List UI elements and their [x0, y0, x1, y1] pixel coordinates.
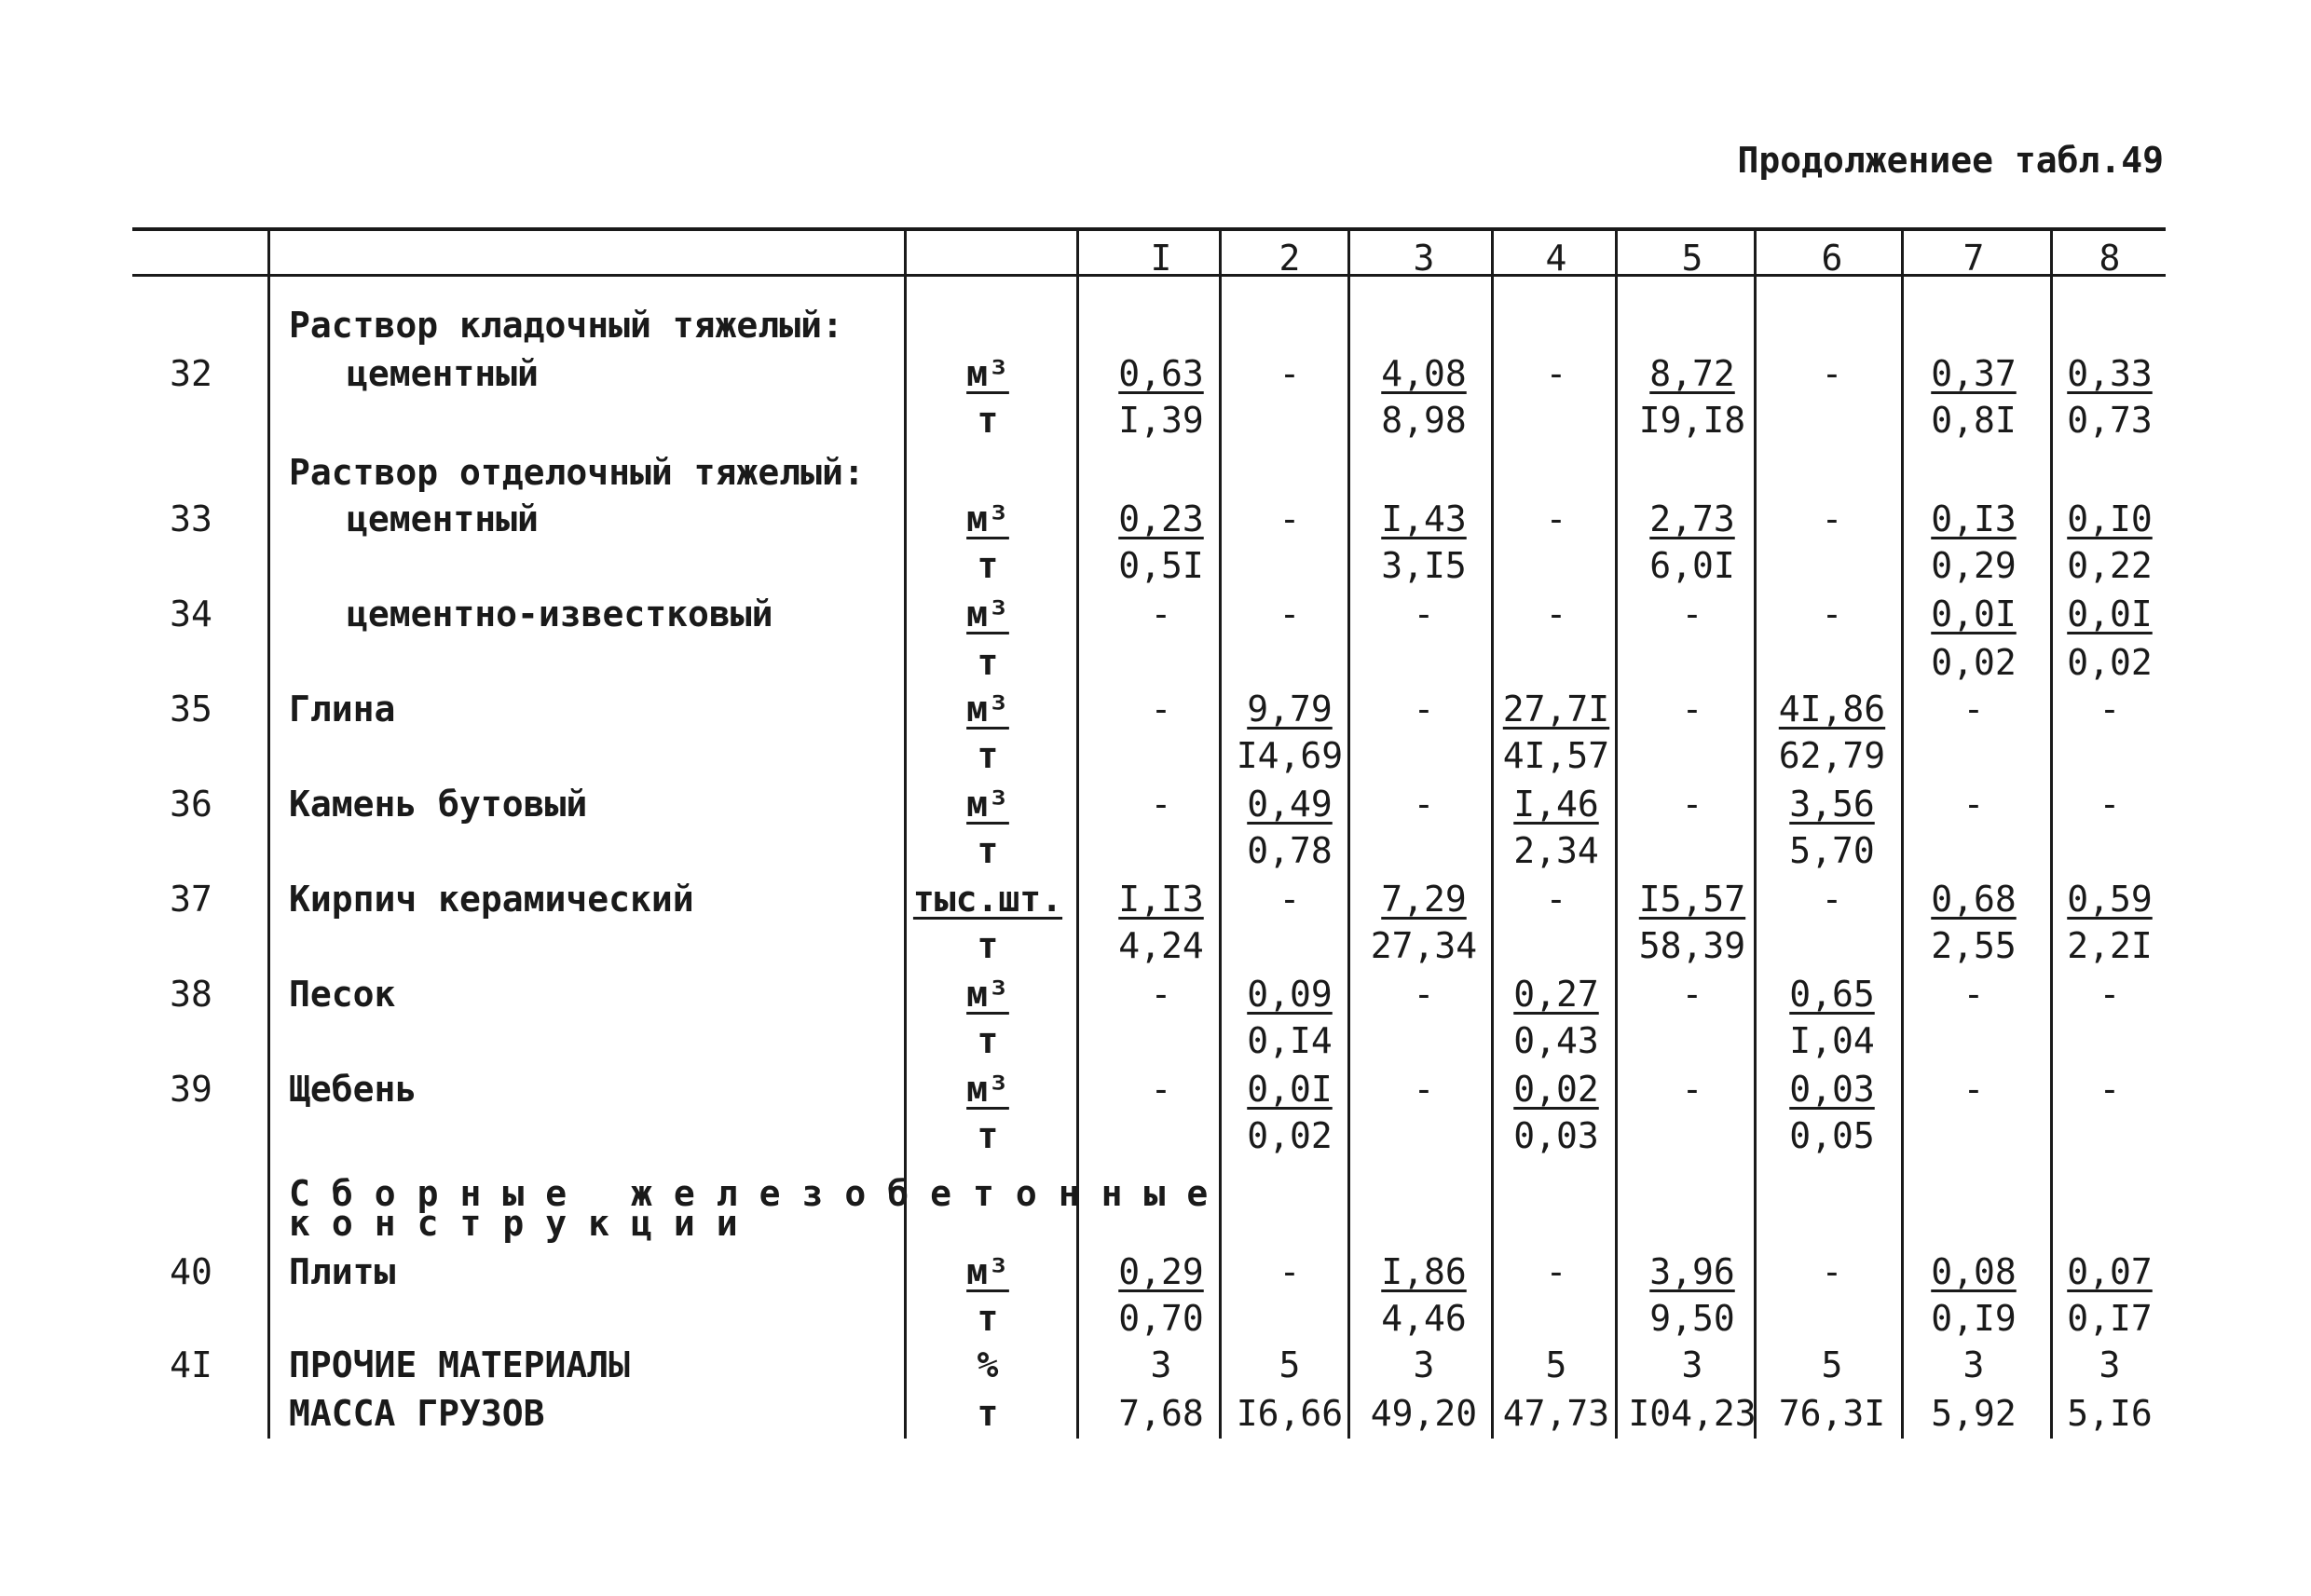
value-cell: 0,08 — [1931, 1251, 2017, 1292]
value-cell: 3,56 — [1789, 784, 1875, 825]
row-number: 36 — [170, 784, 212, 825]
value-cell: - — [1681, 689, 1703, 730]
value-cell: I,04 — [1789, 1020, 1875, 1061]
unit-label: т — [977, 1298, 999, 1339]
value-cell: 0,29 — [1118, 1251, 1204, 1292]
value-cell: - — [1150, 1069, 1172, 1110]
material-name: ПРОЧИЕ МАТЕРИАЛЫ — [289, 1344, 631, 1385]
value-cell: 3,96 — [1649, 1251, 1735, 1292]
value-cell: - — [1150, 974, 1172, 1015]
value-cell: 0,49 — [1247, 784, 1333, 825]
value-cell: 3 — [1962, 1344, 1985, 1385]
value-cell: 47,73 — [1502, 1393, 1610, 1434]
value-cell: - — [1821, 353, 1843, 394]
value-cell: 0,I3 — [1931, 498, 2017, 539]
value-cell: 58,39 — [1638, 925, 1746, 966]
value-cell: I,39 — [1118, 400, 1204, 441]
value-cell: 0,02 — [1247, 1115, 1333, 1156]
value-cell: - — [1413, 593, 1435, 634]
value-cell: 4I,86 — [1778, 689, 1886, 730]
value-cell: 0,43 — [1513, 1020, 1599, 1061]
value-cell: 5,I6 — [2067, 1393, 2153, 1434]
value-cell: 4,46 — [1381, 1298, 1467, 1339]
column-header: 7 — [1962, 238, 1985, 279]
value-cell: 3 — [1150, 1344, 1172, 1385]
value-cell: 9,50 — [1649, 1298, 1735, 1339]
value-cell: 5 — [1545, 1344, 1567, 1385]
value-cell: 2,55 — [1931, 925, 2017, 966]
value-cell: 4,24 — [1118, 925, 1204, 966]
value-cell: 3 — [1413, 1344, 1435, 1385]
value-cell: - — [1545, 1251, 1567, 1292]
material-name: МАССА ГРУЗОВ — [289, 1393, 545, 1434]
row-number: 40 — [170, 1251, 212, 1292]
value-cell: 0,23 — [1118, 498, 1204, 539]
value-cell: 8,98 — [1381, 400, 1467, 441]
column-rule — [1076, 229, 1079, 1439]
value-cell: - — [1279, 879, 1301, 920]
value-cell: 0,07 — [2067, 1251, 2153, 1292]
row-number: 4I — [170, 1344, 212, 1385]
table-top-rule — [132, 227, 2166, 231]
column-header: I — [1150, 238, 1172, 279]
value-cell: - — [1279, 1251, 1301, 1292]
material-name: Раствор кладочный тяжелый: — [289, 305, 843, 346]
unit-label: м³ — [966, 1069, 1009, 1110]
value-cell: - — [2099, 974, 2121, 1015]
column-header: 6 — [1821, 238, 1843, 279]
value-cell: - — [1962, 974, 1985, 1015]
value-cell: 7,68 — [1118, 1393, 1204, 1434]
value-cell: - — [1681, 974, 1703, 1015]
unit-label: т — [977, 642, 999, 683]
material-name: Камень бутовый — [289, 784, 588, 825]
value-cell: 5 — [1279, 1344, 1301, 1385]
unit-label: т — [977, 1115, 999, 1156]
value-cell: 0,37 — [1931, 353, 2017, 394]
value-cell: 9,79 — [1247, 689, 1333, 730]
value-cell: - — [1821, 593, 1843, 634]
row-number: 37 — [170, 879, 212, 920]
value-cell: 76,3I — [1778, 1393, 1886, 1434]
value-cell: 0,I7 — [2067, 1298, 2153, 1339]
value-cell: 0,0I — [2067, 593, 2153, 634]
value-cell: I,43 — [1381, 498, 1467, 539]
value-cell: 49,20 — [1370, 1393, 1478, 1434]
value-cell: 27,34 — [1370, 925, 1478, 966]
value-cell: - — [1413, 689, 1435, 730]
value-cell: 0,09 — [1247, 974, 1333, 1015]
value-cell: - — [1962, 784, 1985, 825]
column-header: 8 — [2099, 238, 2121, 279]
value-cell: 0,68 — [1931, 879, 2017, 920]
row-number: 35 — [170, 689, 212, 730]
value-cell: 0,65 — [1789, 974, 1875, 1015]
unit-label: м³ — [966, 689, 1009, 730]
value-cell: - — [1681, 1069, 1703, 1110]
material-name: Раствор отделочный тяжелый: — [289, 452, 865, 493]
value-cell: - — [1150, 593, 1172, 634]
value-cell: 0,63 — [1118, 353, 1204, 394]
value-cell: 0,33 — [2067, 353, 2153, 394]
unit-label: м³ — [966, 1251, 1009, 1292]
value-cell: 0,02 — [2067, 642, 2153, 683]
value-cell: 0,70 — [1118, 1298, 1204, 1339]
value-cell: 4I,57 — [1502, 735, 1610, 776]
value-cell: - — [1545, 498, 1567, 539]
unit-label: м³ — [966, 498, 1009, 539]
value-cell: I,46 — [1513, 784, 1599, 825]
unit-label: м³ — [966, 974, 1009, 1015]
value-cell: 4,08 — [1381, 353, 1467, 394]
material-name: цементно-известковый — [347, 593, 773, 634]
material-name: Глина — [289, 689, 396, 730]
value-cell: 2,2I — [2067, 925, 2153, 966]
value-cell: - — [1681, 784, 1703, 825]
value-cell: - — [2099, 784, 2121, 825]
value-cell: - — [1821, 879, 1843, 920]
unit-label: т — [977, 1020, 999, 1061]
unit-label: м³ — [966, 593, 1009, 634]
column-header: 5 — [1681, 238, 1703, 279]
value-cell: I4,69 — [1236, 735, 1344, 776]
row-number: 34 — [170, 593, 212, 634]
value-cell: I6,66 — [1236, 1393, 1344, 1434]
value-cell: I04,23 — [1628, 1393, 1757, 1434]
column-rule — [1901, 229, 1904, 1439]
value-cell: 3 — [2099, 1344, 2121, 1385]
value-cell: - — [1821, 1251, 1843, 1292]
unit-label: т — [977, 735, 999, 776]
value-cell: 0,22 — [2067, 545, 2153, 586]
value-cell: 0,0I — [1247, 1069, 1333, 1110]
value-cell: - — [1279, 593, 1301, 634]
material-name: цементный — [347, 353, 539, 394]
value-cell: 6,0I — [1649, 545, 1735, 586]
column-header: 4 — [1545, 238, 1567, 279]
value-cell: 0,73 — [2067, 400, 2153, 441]
value-cell: - — [1962, 1069, 1985, 1110]
value-cell: - — [1962, 689, 1985, 730]
value-cell: - — [2099, 689, 2121, 730]
value-cell: 2,73 — [1649, 498, 1735, 539]
value-cell: 0,05 — [1789, 1115, 1875, 1156]
value-cell: - — [1150, 689, 1172, 730]
value-cell: 0,03 — [1513, 1115, 1599, 1156]
material-name: Щебень — [289, 1069, 417, 1110]
row-number: 39 — [170, 1069, 212, 1110]
unit-label: т — [977, 1393, 999, 1434]
material-name: Песок — [289, 974, 396, 1015]
value-cell: 27,7I — [1502, 689, 1610, 730]
unit-label: т — [977, 830, 999, 871]
value-cell: 8,72 — [1649, 353, 1735, 394]
value-cell: 0,I9 — [1931, 1298, 2017, 1339]
unit-label: т — [977, 545, 999, 586]
unit-label: т — [977, 925, 999, 966]
value-cell: 0,02 — [1513, 1069, 1599, 1110]
value-cell: 0,03 — [1789, 1069, 1875, 1110]
value-cell: 0,I0 — [2067, 498, 2153, 539]
value-cell: I9,I8 — [1638, 400, 1746, 441]
value-cell: 0,59 — [2067, 879, 2153, 920]
section-heading-line1: Сборные железобетонные — [289, 1173, 1230, 1214]
value-cell: 62,79 — [1778, 735, 1886, 776]
value-cell: - — [1279, 498, 1301, 539]
unit-label: м³ — [966, 784, 1009, 825]
row-number: 33 — [170, 498, 212, 539]
value-cell: 3,I5 — [1381, 545, 1467, 586]
row-number: 32 — [170, 353, 212, 394]
value-cell: - — [1545, 879, 1567, 920]
value-cell: 3 — [1681, 1344, 1703, 1385]
column-rule — [267, 229, 270, 1439]
material-name: Кирпич керамический — [289, 879, 694, 920]
value-cell: - — [1545, 353, 1567, 394]
value-cell: 0,5I — [1118, 545, 1204, 586]
value-cell: 0,I4 — [1247, 1020, 1333, 1061]
value-cell: 0,27 — [1513, 974, 1599, 1015]
value-cell: I5,57 — [1638, 879, 1746, 920]
value-cell: - — [1413, 784, 1435, 825]
column-header: 3 — [1413, 238, 1435, 279]
value-cell: - — [1545, 593, 1567, 634]
value-cell: 5,92 — [1931, 1393, 2017, 1434]
value-cell: 5 — [1821, 1344, 1843, 1385]
value-cell: 7,29 — [1381, 879, 1467, 920]
material-name: Плиты — [289, 1251, 396, 1292]
value-cell: 0,02 — [1931, 642, 2017, 683]
section-heading-line2: конструкции — [289, 1203, 759, 1244]
row-number: 38 — [170, 974, 212, 1015]
value-cell: 2,34 — [1513, 830, 1599, 871]
unit-label: м³ — [966, 353, 1009, 394]
value-cell: 5,70 — [1789, 830, 1875, 871]
unit-label: т — [977, 400, 999, 441]
value-cell: 0,8I — [1931, 400, 2017, 441]
value-cell: I,I3 — [1118, 879, 1204, 920]
value-cell: - — [1821, 498, 1843, 539]
unit-label: тыс.шт. — [912, 879, 1063, 920]
value-cell: 0,29 — [1931, 545, 2017, 586]
value-cell: - — [2099, 1069, 2121, 1110]
material-name: цементный — [347, 498, 539, 539]
value-cell: I,86 — [1381, 1251, 1467, 1292]
value-cell: - — [1413, 974, 1435, 1015]
value-cell: - — [1279, 353, 1301, 394]
value-cell: 0,0I — [1931, 593, 2017, 634]
value-cell: - — [1150, 784, 1172, 825]
value-cell: - — [1413, 1069, 1435, 1110]
value-cell: 0,78 — [1247, 830, 1333, 871]
column-header: 2 — [1279, 238, 1301, 279]
value-cell: - — [1681, 593, 1703, 634]
table-caption: Продолжениее табл.49 — [1737, 140, 2164, 181]
unit-label: % — [977, 1344, 999, 1385]
